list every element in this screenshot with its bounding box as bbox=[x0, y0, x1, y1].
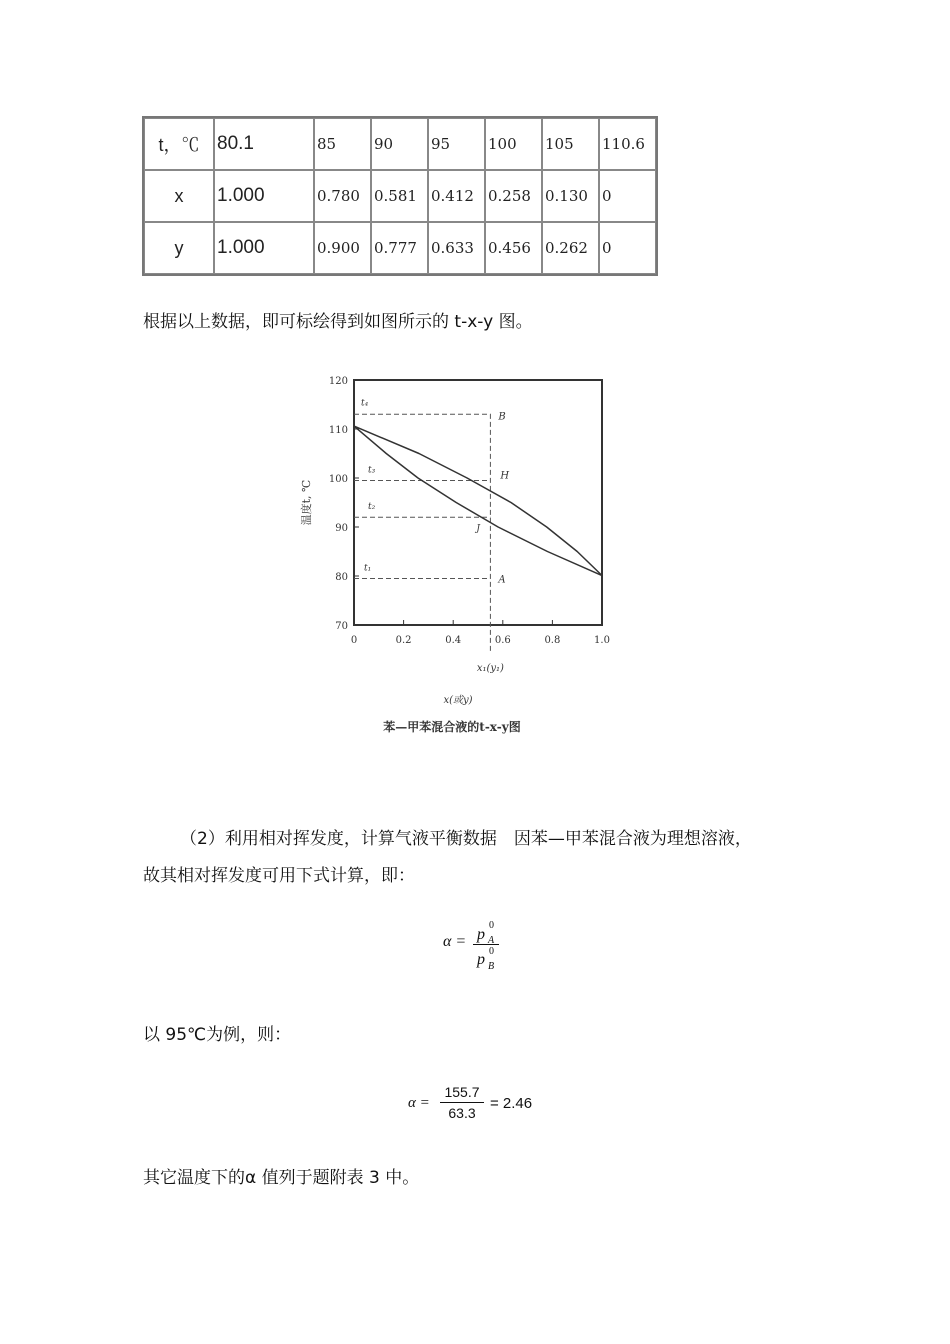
table-cell: 0.777 bbox=[371, 222, 428, 274]
x-marker-label: x₁(y₁) bbox=[476, 663, 504, 674]
formula1-num-var: p bbox=[477, 926, 485, 943]
x-tick-label: 0.2 bbox=[395, 635, 412, 646]
x-tick-label: 0.4 bbox=[445, 635, 462, 646]
formula-alpha-example bbox=[408, 1082, 568, 1132]
table-row bbox=[144, 170, 656, 222]
formula1-den-sup: 0 bbox=[489, 946, 494, 957]
table-cell: 90 bbox=[371, 118, 428, 170]
point-b-label: B bbox=[498, 411, 506, 423]
table-cell: 85 bbox=[314, 118, 371, 170]
txy-chart bbox=[290, 360, 630, 750]
formula1-fraction bbox=[473, 920, 501, 971]
table-cell: 100 bbox=[485, 118, 542, 170]
table-cell: 1.000 bbox=[214, 170, 314, 222]
point-h-label: H bbox=[500, 470, 510, 482]
table-cell: 0.581 bbox=[371, 170, 428, 222]
guide-line-t4-vertical bbox=[354, 414, 490, 651]
t3-label: t₃ bbox=[368, 465, 376, 476]
point-j-label: J bbox=[476, 524, 481, 535]
bubble-point-curve bbox=[354, 426, 602, 575]
equilibrium-data-table bbox=[142, 116, 658, 276]
x-tick-label: 1.0 bbox=[594, 635, 610, 646]
plot-frame bbox=[354, 380, 602, 625]
y-tick-label: 110 bbox=[328, 425, 348, 436]
y-tick-label: 70 bbox=[335, 621, 348, 632]
formula1-num-sub: A bbox=[488, 935, 495, 946]
y-axis-label: 温度t, ℃ bbox=[300, 479, 313, 526]
formula2-fraction bbox=[440, 1084, 484, 1121]
table-cell: 0.780 bbox=[314, 170, 371, 222]
x-tick-label: 0.6 bbox=[494, 635, 511, 646]
x-axis-label: x(或y) bbox=[443, 695, 473, 706]
table-cell: 110.6 bbox=[599, 118, 656, 170]
table-cell: 1.000 bbox=[214, 222, 314, 274]
formula1-den-var: p bbox=[477, 951, 485, 968]
paragraph-formula-intro: 故其相对挥发度可用下式计算，即： bbox=[143, 866, 415, 886]
table-row bbox=[144, 118, 656, 170]
t2-label: t₂ bbox=[368, 502, 376, 513]
y-tick-label: 80 bbox=[335, 572, 348, 583]
table-cell: 0 bbox=[599, 170, 656, 222]
table-row bbox=[144, 222, 656, 274]
dew-point-curve bbox=[354, 426, 602, 575]
x-tick-label: 0 bbox=[350, 635, 358, 646]
paragraph-relative-volatility: （2）利用相对挥发度，计算气液平衡数据 因苯—甲苯混合液为理想溶液， bbox=[180, 829, 752, 849]
table-cell: 105 bbox=[542, 118, 599, 170]
formula2-denominator: 63.3 bbox=[448, 1105, 476, 1121]
paragraph-example: 以 95℃为例，则： bbox=[143, 1025, 292, 1045]
t1-label: t₁ bbox=[364, 563, 372, 574]
formula2-numerator: 155.7 bbox=[444, 1084, 480, 1100]
table-cell: 0.900 bbox=[314, 222, 371, 274]
row-label: t，℃ bbox=[144, 118, 214, 170]
table-cell: 0.258 bbox=[485, 170, 542, 222]
table-cell: 0.412 bbox=[428, 170, 485, 222]
paragraph-conclusion: 其它温度下的α 值列于题附表 3 中。 bbox=[143, 1168, 420, 1188]
table-cell: 0.262 bbox=[542, 222, 599, 274]
table-cell: 0.130 bbox=[542, 170, 599, 222]
table-cell: 0.633 bbox=[428, 222, 485, 274]
formula1-num-sup: 0 bbox=[489, 920, 494, 931]
y-tick-label: 100 bbox=[328, 474, 348, 485]
formula1-lhs: α = bbox=[443, 933, 467, 950]
formula-alpha-definition bbox=[443, 920, 563, 980]
row-label: x bbox=[144, 170, 214, 222]
x-tick-label: 0.8 bbox=[544, 635, 561, 646]
paragraph-intro: 根据以上数据，即可标绘得到如图所示的 t-x-y 图。 bbox=[143, 312, 533, 332]
table-cell: 0.456 bbox=[485, 222, 542, 274]
point-a-label: A bbox=[498, 574, 506, 586]
formula1-den-sub: B bbox=[488, 961, 495, 972]
row-label: y bbox=[144, 222, 214, 274]
table-cell: 95 bbox=[428, 118, 485, 170]
formula2-lhs: α = bbox=[408, 1095, 430, 1111]
formula2-fraction-bar bbox=[440, 1102, 484, 1103]
t4-label: t₄ bbox=[361, 398, 369, 409]
table-cell: 80.1 bbox=[214, 118, 314, 170]
y-tick-label: 90 bbox=[335, 523, 348, 534]
y-tick-label: 120 bbox=[328, 376, 348, 387]
chart-title: 苯—甲苯混合液的t-x-y图 bbox=[383, 720, 521, 734]
table-cell: 0 bbox=[599, 222, 656, 274]
formula2-result: = 2.46 bbox=[490, 1095, 533, 1112]
